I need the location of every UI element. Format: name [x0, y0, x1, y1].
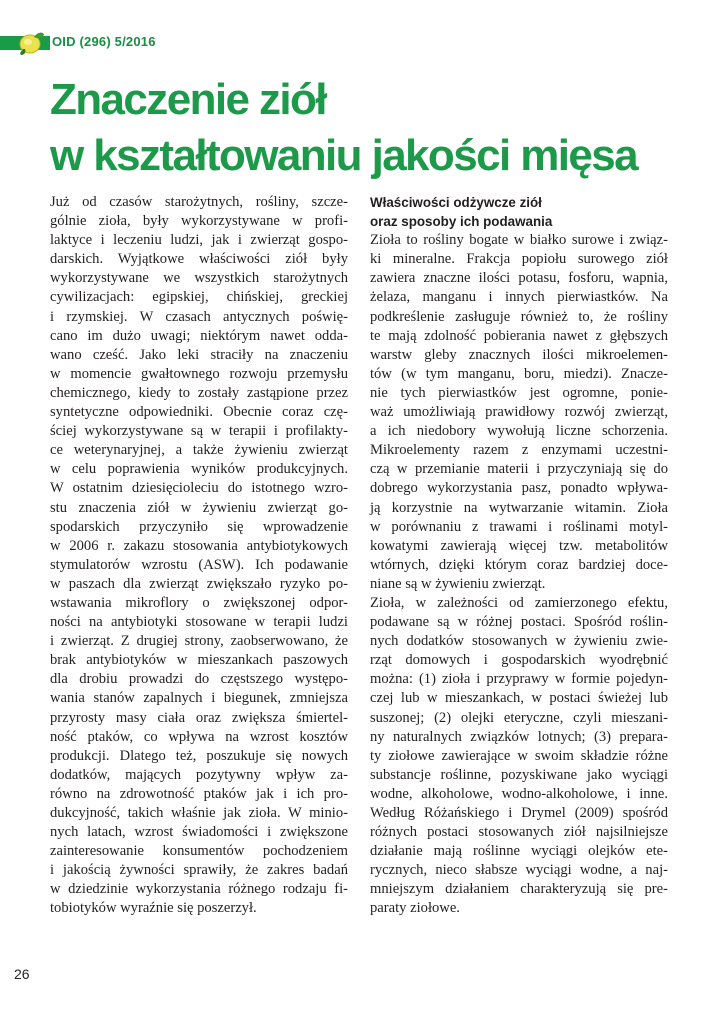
text-line: w momencie gwałtownego rozwoju przemysłu: [50, 365, 348, 382]
text-line: w dziedzinie wykorzystania różnego rodzaju fi-: [50, 881, 348, 898]
text-line: działanie mają roślinne wyciągi olejków ete-: [370, 843, 668, 860]
text-line: spodarskich przyczyniło się wprowadzenie: [50, 518, 348, 535]
text-line: wano cześć. Jako leki straciły na znaczeniu: [50, 346, 348, 363]
text-line: gólnie zioła, były wykorzystywane w profi-: [50, 213, 348, 230]
text-line: dukcyjność, takich właśnie jak zioła. W minio-: [50, 805, 348, 821]
text-line: ją korzystnie na wytwarzanie witamin. Zioła: [370, 499, 668, 516]
text-line: zawiera znaczne ilości potasu, fosforu, wapnia,: [370, 270, 668, 287]
text-line: brak antybiotyków w mieszankach paszowych: [50, 652, 348, 669]
text-line: przyrosty masy ciała oraz zwiększa śmiertel-: [50, 709, 348, 726]
text-line: w porównaniu z trawami i roślinami motyl-: [370, 518, 668, 535]
text-line: syntetyczne odpowiedniki. Obecnie coraz czę-: [50, 404, 348, 421]
title-line-1: Znaczenie ziół: [50, 75, 326, 124]
text-line: równo na zdrowotność ptaków jak i ich pro-: [50, 785, 348, 802]
text-line: czą w przemianie materii i przyczyniają się do: [370, 461, 668, 478]
text-line: cywilizacjach: egipskiej, chińskiej, greckiej: [50, 289, 348, 306]
text-line: chemicznego, kiedy to zostały zastąpione przez: [50, 384, 348, 401]
text-line: i zwierząt. Z drugiej strony, zaobserwowano, że: [50, 633, 348, 650]
text-line: dodatków, mających pozytywny wpływ za-: [50, 766, 348, 783]
text-line: nie tych pierwiastków jest ogromne, ponie-: [370, 384, 668, 401]
text-line: ściej wykorzystywane są w terapii i profilakty-: [50, 423, 348, 440]
text-line: podkreślenie zasługuje również to, że rośliny: [370, 308, 668, 325]
left-column: [50, 193, 348, 919]
text-line: wodne, alkoholowe, wodno-alkoholowe, i inne.: [370, 785, 668, 802]
text-line: czej lub w mieszankach, w postaci świeżej lub: [370, 690, 668, 707]
text-line: wstawania mikroflory o zwiększonej odpor-: [50, 594, 348, 611]
page-number: 26: [14, 966, 30, 982]
text-line: ności na antybiotyki stosowane w terapii ludzi: [50, 614, 348, 631]
right-column: [370, 193, 668, 919]
issue-label: OID (296) 5/2016: [52, 34, 156, 49]
text-line: paraty ziołowe.: [370, 900, 460, 917]
text-line: ty ziołowe zawierające w swoim składzie różne: [370, 747, 668, 764]
text-line: warstw gleby znacznych ilości mikroelemen-: [370, 346, 668, 363]
text-line: Zioła, w zależności od zamierzonego efektu,: [370, 594, 668, 611]
text-line: nych dodatków stosowanych w żywieniu zwie-: [370, 633, 668, 650]
text-line: suszonej; (2) olejki eteryczne, czyli mieszani-: [370, 709, 668, 726]
text-line: dobrego wykorzystania pasz, ponadto wpływa-: [370, 480, 668, 497]
text-line: rząt domowych i gospodarskich wyodrębnić: [370, 652, 668, 669]
text-line: Mikroelementy razem z enzymami uczestni-: [370, 442, 668, 459]
text-line: ce weterynaryjnej, a także żywieniu zwierząt: [50, 442, 348, 459]
text-line: a ich niedobory wywołują liczne schorzenia.: [370, 423, 668, 440]
text-line: podawane są w różnej postaci. Spośród roślin-: [370, 614, 668, 631]
text-line: nych latach, wzrost świadomości i zwiększone: [50, 824, 348, 841]
section-subheading-line-1: Właściwości odżywcze ziół: [370, 195, 542, 210]
text-line: dla drobiu prowadzi do częstszego występo-: [50, 671, 348, 688]
text-line: można: (1) zioła i przyprawy w formie pojedyn-: [370, 671, 668, 688]
text-line: niane są w żywieniu zwierząt.: [370, 575, 546, 592]
text-line: te mają zdolność pobierania nawet z głębszych: [370, 327, 668, 344]
text-line: ność ptaków, co wpływa na wzrost kosztów: [50, 728, 348, 745]
text-line: stu znaczenia ziół w żywieniu zwierząt go-: [50, 499, 348, 516]
text-line: w 2006 r. zakazu stosowania antybiotykowych: [50, 537, 348, 554]
text-line: różnych postaci stosowanych ziół najsilniejsze: [370, 824, 668, 841]
text-line: i jakością żywności sprawiły, że zakres badań: [50, 862, 348, 879]
text-line: w paszach dla zwierząt zwiększało ryzyko po-: [50, 575, 348, 592]
title-line-2: w kształtowaniu jakości mięsa: [50, 131, 637, 180]
text-line: mniejszym działaniem charakteryzują się pre-: [370, 881, 668, 898]
text-line: wania stanów zapalnych i biegunek, zmniejsza: [50, 690, 348, 707]
text-line: cano im dużo uwagi; niektórym nawet odda-: [50, 327, 348, 344]
text-line: rycznych, nieco słabsze wyciągi wodne, a naj-: [370, 862, 668, 879]
text-line: Zioła to rośliny bogate w białko surowe i związ-: [370, 232, 668, 249]
text-line: tów (w tym manganu, boru, miedzi). Znacze-: [370, 365, 668, 382]
text-line: substancje roślinne, pozyskiwane jako wyciągi: [370, 766, 668, 783]
text-line: W ostatnim dziesięcioleciu do istotnego wzro-: [50, 480, 348, 497]
text-line: stymulatorów wzrostu (ASW). Ich podawanie: [50, 556, 348, 573]
section-subheading-line-2: oraz sposoby ich podawania: [370, 214, 553, 230]
text-line: kowatymi zawierają więcej tzw. metabolitów: [370, 537, 668, 554]
text-line: żelaza, manganu i innych pierwiastków. Na: [370, 289, 668, 306]
text-line: i rzymskiej. W czasach antycznych poświę-: [50, 308, 348, 325]
text-line: tobiotyków wyraźnie się poszerzył.: [50, 900, 257, 917]
text-line: produkcji. Dlatego też, poszukuje się nowych: [50, 747, 348, 764]
text-line: ny naturalnych związków lotnych; (3) prepara-: [370, 728, 668, 745]
text-line: wykorzystywane we wszystkich starożytnych: [50, 270, 348, 287]
text-line: w celu poprawienia wyników produkcyjnych.: [50, 461, 348, 478]
text-line: waż umożliwiają prawidłowy rozwój zwierząt,: [370, 404, 668, 421]
lemon-leaf-icon: [17, 29, 45, 57]
article-title: [50, 72, 710, 184]
text-line: ki mineralne. Frakcja popiołu surowego ziół: [370, 251, 668, 268]
text-line: Według Różańskiego i Drymel (2009) spośród: [370, 805, 668, 821]
text-line: laktyce i leczeniu ludzi, jak i zwierząt gospo-: [50, 232, 348, 249]
text-line: Już od czasów starożytnych, rośliny, szcze-: [50, 194, 348, 210]
text-line: darskich. Wyjątkowe właściwości ziół były: [50, 251, 348, 268]
text-line: zainteresowanie konsumentów pochodzeniem: [50, 843, 348, 860]
text-line: wtórnych, dzięki którym coraz bardziej doce-: [370, 556, 668, 573]
